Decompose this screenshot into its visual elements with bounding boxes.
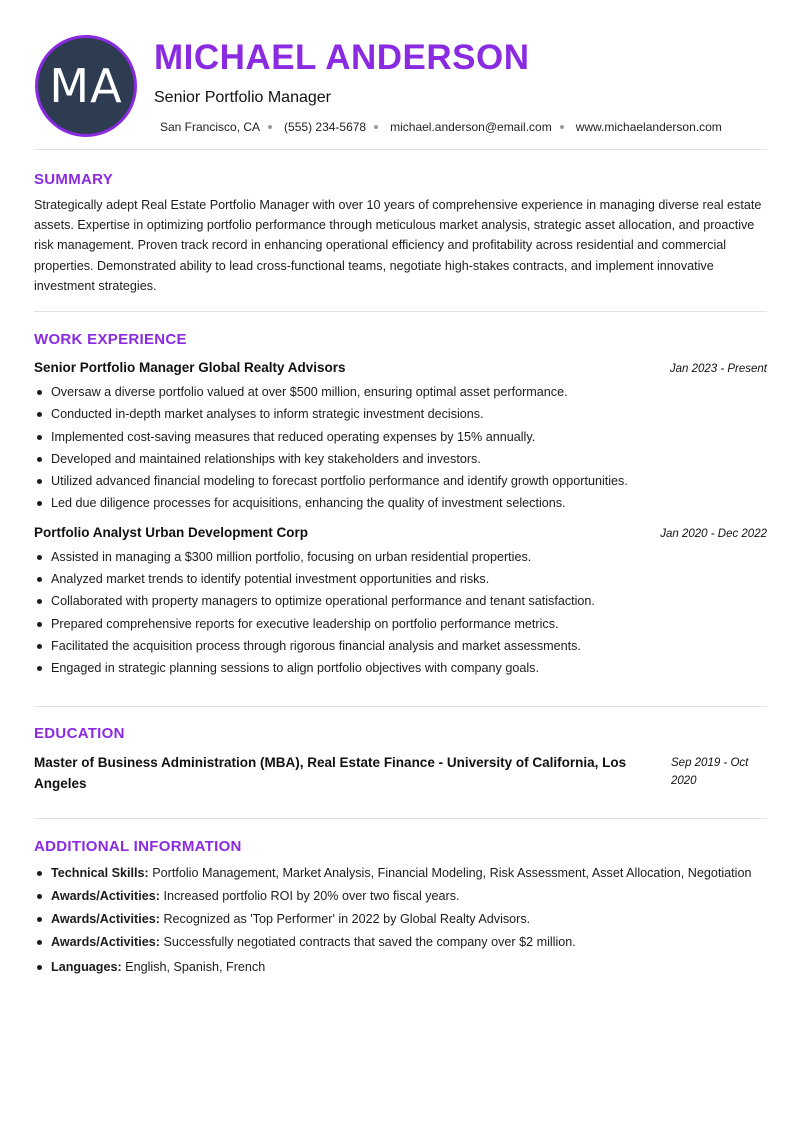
- summary-section: [34, 150, 767, 312]
- avatar: [35, 35, 137, 137]
- list-item: Developed and maintained relationships with key stakeholders and investors.: [34, 448, 767, 470]
- education-section: [34, 707, 767, 819]
- job-header: [34, 360, 767, 375]
- contact-website[interactable]: www.michaelanderson.com: [575, 120, 722, 134]
- job-bullets: [34, 546, 767, 680]
- contact-separator-dot: [560, 125, 564, 129]
- education-heading: EDUCATION: [34, 725, 125, 742]
- info-label: Awards/Activities:: [51, 889, 160, 903]
- list-item: Utilized advanced financial modeling to forecast portfolio performance and identify growth opportunities.: [34, 470, 767, 492]
- contact-separator-dot: [268, 125, 272, 129]
- job-bullets: [34, 381, 767, 515]
- info-label: Languages:: [51, 960, 122, 974]
- info-text: Portfolio Management, Market Analysis, Financial Modeling, Risk Assessment, Asset Allocation, Negotiation: [148, 866, 752, 880]
- list-item: [34, 910, 767, 929]
- list-item: Conducted in-depth market analyses to inform strategic investment decisions.: [34, 403, 767, 425]
- contact-info: [160, 120, 722, 134]
- list-item: Led due diligence processes for acquisitions, enhancing the quality of investment selections.: [34, 492, 767, 514]
- info-text: Recognized as 'Top Performer' in 2022 by Global Realty Advisors.: [159, 912, 531, 926]
- avatar-initials: MA: [49, 59, 123, 113]
- candidate-title: Senior Portfolio Manager: [154, 89, 331, 106]
- job-role: Senior Portfolio Manager Global Realty Advisors: [34, 360, 346, 375]
- education-date: Sep 2019 - Oct 2020: [671, 757, 749, 787]
- contact-phone: (555) 234-5678: [284, 120, 367, 134]
- list-item: Facilitated the acquisition process through rigorous financial analysis and market assessments.: [34, 635, 767, 657]
- list-item: [34, 933, 767, 952]
- candidate-name: MICHAEL ANDERSON: [154, 38, 530, 77]
- additional-information-section: [34, 819, 767, 977]
- job-entry: [34, 525, 767, 680]
- info-text: Successfully negotiated contracts that saved the company over $2 million.: [159, 935, 576, 949]
- list-item: [34, 864, 767, 883]
- list-item: [34, 958, 767, 977]
- list-item: Prepared comprehensive reports for executive leadership on portfolio performance metrics.: [34, 613, 767, 635]
- work-experience-heading: WORK EXPERIENCE: [34, 331, 187, 348]
- summary-text: Strategically adept Real Estate Portfolio Manager with over 10 years of comprehensive experience in managing diverse real estate assets. Expertise in optimizing portfolio performance through meticulous market analysis, strategic asset allocation, and proactive risk management. Proven track record in enhancing operational efficiency and profitability across residential and commercial properties. Demonstrated ability to lead cross-functional teams, negotiate high-stakes contracts, and implement innovative investment strategies.: [34, 198, 762, 293]
- list-item: Collaborated with property managers to optimize operational performance and tenant satisfaction.: [34, 590, 767, 612]
- additional-information-heading: ADDITIONAL INFORMATION: [34, 838, 242, 855]
- job-entry: [34, 360, 767, 515]
- additional-information-list: [34, 864, 767, 977]
- list-item: Engaged in strategic planning sessions to align portfolio objectives with company goals.: [34, 657, 767, 679]
- resume-header: [34, 0, 767, 150]
- contact-email[interactable]: michael.anderson@email.com: [390, 120, 552, 134]
- job-header: [34, 525, 767, 540]
- list-item: [34, 887, 767, 906]
- summary-heading: SUMMARY: [34, 171, 114, 188]
- info-text: Increased portfolio ROI by 20% over two fiscal years.: [159, 889, 460, 903]
- list-item: Analyzed market trends to identify potential investment opportunities and risks.: [34, 568, 767, 590]
- info-label: Technical Skills:: [51, 866, 149, 880]
- list-item: Assisted in managing a $300 million portfolio, focusing on urban residential properties.: [34, 546, 767, 568]
- education-degree: Master of Business Administration (MBA), Real Estate Finance - University of California, Los Angeles: [34, 755, 627, 791]
- education-entry: [34, 752, 767, 794]
- list-item: Implemented cost-saving measures that reduced operating expenses by 15% annually.: [34, 426, 767, 448]
- work-experience-section: [34, 312, 767, 707]
- list-item: Oversaw a diverse portfolio valued at over $500 million, ensuring optimal asset performance.: [34, 381, 767, 403]
- job-role: Portfolio Analyst Urban Development Corp: [34, 524, 309, 540]
- contact-location: San Francisco, CA: [160, 120, 261, 134]
- info-label: Awards/Activities:: [51, 912, 160, 926]
- info-label: Awards/Activities:: [51, 935, 160, 949]
- job-date: Jan 2023 - Present: [669, 363, 767, 375]
- info-text: English, Spanish, French: [121, 960, 266, 974]
- contact-separator-dot: [374, 125, 378, 129]
- job-date: Jan 2020 - Dec 2022: [660, 527, 767, 540]
